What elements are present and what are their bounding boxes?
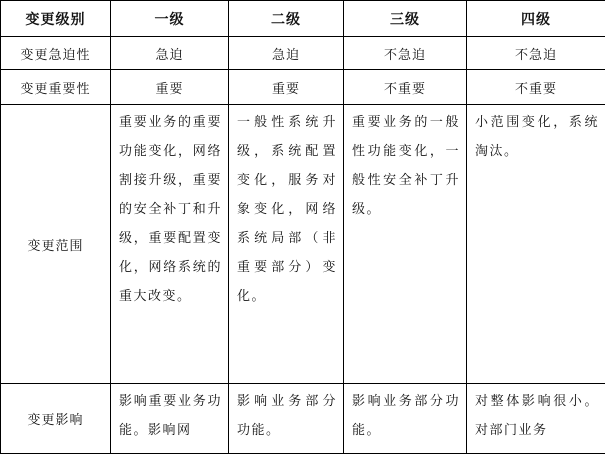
importance-level-2: 重要	[229, 70, 344, 105]
importance-level-3: 不重要	[344, 70, 467, 105]
impact-level-2	[229, 384, 344, 454]
impact-level-1	[111, 384, 229, 454]
importance-level-4: 不重要	[467, 70, 605, 105]
scope-level-3-text: 重要业务的一般性功能变化，一般性安全补丁升级。	[352, 115, 460, 217]
importance-level-1: 重要	[111, 70, 229, 105]
row-label-scope: 变更范围	[1, 105, 111, 384]
urgency-level-1: 急迫	[111, 37, 229, 70]
header-level-1: 一级	[111, 1, 229, 37]
header-level-4: 四级	[467, 1, 605, 37]
table-row-impact	[1, 384, 605, 454]
row-label-importance: 变更重要性	[1, 70, 111, 105]
scope-level-1-text: 重要业务的重要功能变化，网络割接升级，重要的安全补丁和升级，重要配置变化，网络系统的重大改变。	[119, 115, 222, 304]
table-row-urgency	[1, 37, 605, 70]
scope-level-4-text: 小范围变化，系统淘汰。	[475, 115, 599, 159]
impact-level-3-text: 影响业务部分功能。	[352, 394, 460, 438]
impact-level-2-text: 影响业务部分功能。	[237, 394, 337, 438]
impact-level-1-text: 影响重要业务功能。影响网	[119, 394, 222, 438]
table-row-scope	[1, 105, 605, 384]
row-label-impact: 变更影响	[1, 384, 111, 454]
header-level-3: 三级	[344, 1, 467, 37]
scope-level-1	[111, 105, 229, 384]
impact-level-4	[467, 384, 605, 454]
row-label-urgency: 变更急迫性	[1, 37, 111, 70]
header-level-2: 二级	[229, 1, 344, 37]
scope-level-2	[229, 105, 344, 384]
scope-level-2-text: 一般性系统升级，系统配置变化，服务对象变化，网络系统局部（非重要部分）变化。	[237, 115, 337, 304]
table-header-row	[1, 1, 605, 37]
header-change-level: 变更级别	[1, 1, 111, 37]
urgency-level-3: 不急迫	[344, 37, 467, 70]
scope-level-4	[467, 105, 605, 384]
scope-level-3	[344, 105, 467, 384]
impact-level-3	[344, 384, 467, 454]
urgency-level-4: 不急迫	[467, 37, 605, 70]
urgency-level-2: 急迫	[229, 37, 344, 70]
impact-level-4-text: 对整体影响很小。对部门业务	[475, 394, 599, 438]
table-row-importance	[1, 70, 605, 105]
